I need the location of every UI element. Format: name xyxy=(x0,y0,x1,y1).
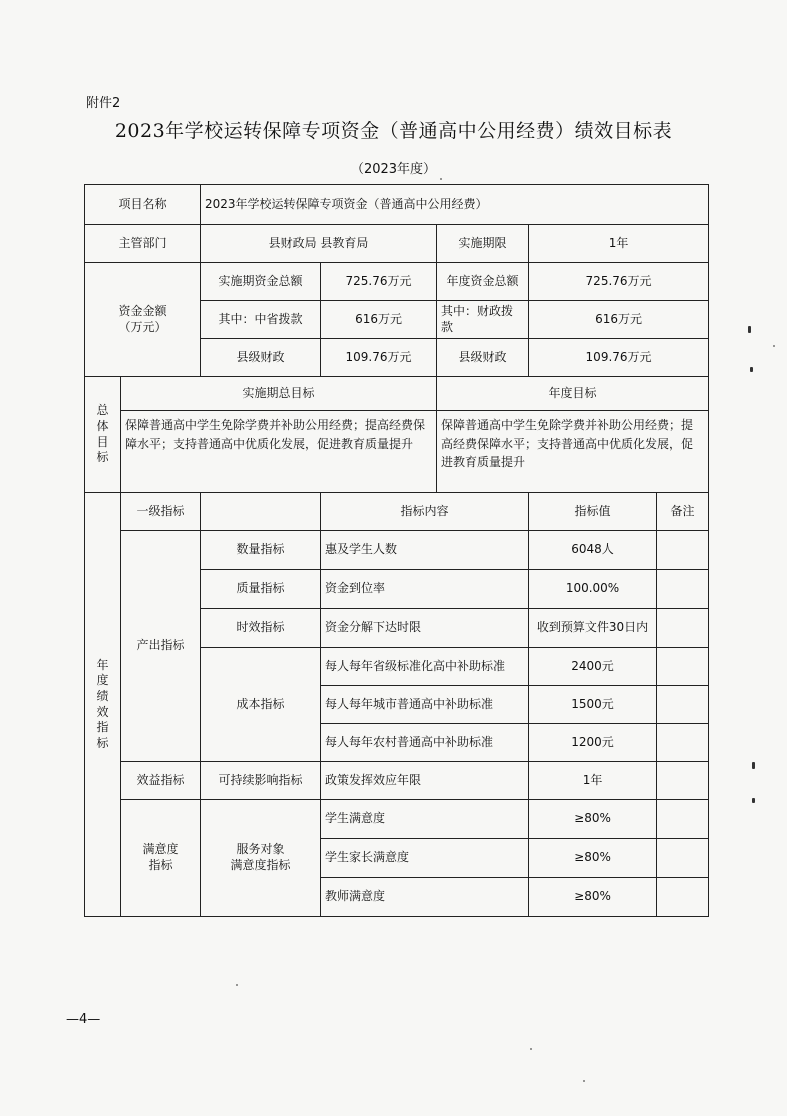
scan-speck xyxy=(752,762,755,769)
project-name-value: 2023年学校运转保障专项资金（普通高中公用经费） xyxy=(201,185,709,225)
document-year: （2023年度） xyxy=(350,162,437,177)
indicator-content: 学生家长满意度 xyxy=(321,839,529,878)
attachment-label: 附件2 xyxy=(86,96,121,111)
indicator-note xyxy=(657,800,709,839)
level1-header: 一级指标 xyxy=(121,493,201,531)
indicator-note xyxy=(657,609,709,648)
service-satisfaction-indicator: 服务对象 满意度指标 xyxy=(201,800,321,917)
page-number: —4— xyxy=(66,1012,101,1027)
scan-dot xyxy=(773,345,775,347)
satisfaction-indicator-label: 满意度 指标 xyxy=(121,800,201,917)
period-goal-text: 保障普通高中学生免除学费并补助公用经费；提高经费保障水平；支持普通高中优质化发展，促进教育质量提升 xyxy=(121,411,437,493)
indicator-value: ≥80% xyxy=(529,839,657,878)
value-header: 指标值 xyxy=(529,493,657,531)
scan-dot xyxy=(440,178,442,180)
content-header: 指标内容 xyxy=(321,493,529,531)
project-name-label: 项目名称 xyxy=(85,185,201,225)
period-label: 实施期限 xyxy=(437,225,529,263)
fiscal-label: 其中：财政拨款 xyxy=(437,301,529,339)
total-period-value: 725.76万元 xyxy=(321,263,437,301)
cost-indicator: 成本指标 xyxy=(201,648,321,762)
period-goal-header: 实施期总目标 xyxy=(121,377,437,411)
indicator-note xyxy=(657,724,709,762)
department-label: 主管部门 xyxy=(85,225,201,263)
annual-total-label: 年度资金总额 xyxy=(437,263,529,301)
level2-header xyxy=(201,493,321,531)
indicator-value: ≥80% xyxy=(529,878,657,917)
document-title: 2023年学校运转保障专项资金（普通高中公用经费）绩效目标表 xyxy=(114,120,673,142)
project-name-row xyxy=(85,185,709,225)
quality-indicator: 质量指标 xyxy=(201,570,321,609)
annual-goal-text: 保障普通高中学生免除学费并补助公用经费；提高经费保障水平；支持普通高中优质化发展，促进教育质量提升 xyxy=(437,411,709,493)
sustainability-indicator: 可持续影响指标 xyxy=(201,762,321,800)
table-row xyxy=(85,762,709,800)
annual-indicators-side-label: 年 度 绩 效 指 标 xyxy=(85,493,121,917)
indicator-value: ≥80% xyxy=(529,800,657,839)
provincial-label: 其中：中省拨款 xyxy=(201,301,321,339)
note-header: 备注 xyxy=(657,493,709,531)
indicator-note xyxy=(657,878,709,917)
indicator-content: 每人每年省级标准化高中补助标准 xyxy=(321,648,529,686)
annual-total-value: 725.76万元 xyxy=(529,263,709,301)
benefit-indicator-label: 效益指标 xyxy=(121,762,201,800)
indicator-content: 每人每年城市普通高中补助标准 xyxy=(321,686,529,724)
annual-goal-header: 年度目标 xyxy=(437,377,709,411)
total-period-label: 实施期资金总额 xyxy=(201,263,321,301)
indicator-content: 资金分解下达时限 xyxy=(321,609,529,648)
period-value: 1年 xyxy=(529,225,709,263)
indicators-header-row xyxy=(85,493,709,531)
goals-text-row xyxy=(85,411,709,493)
indicator-value: 1500元 xyxy=(529,686,657,724)
indicator-note xyxy=(657,762,709,800)
fiscal-value: 616万元 xyxy=(529,301,709,339)
funds-label-line1: 资金金额 xyxy=(118,303,167,318)
county-label: 县级财政 xyxy=(201,339,321,377)
scan-dot xyxy=(583,1080,585,1082)
indicator-content: 教师满意度 xyxy=(321,878,529,917)
quantity-indicator: 数量指标 xyxy=(201,531,321,570)
scan-speck xyxy=(748,326,751,333)
county-value-2: 109.76万元 xyxy=(529,339,709,377)
indicator-content: 惠及学生人数 xyxy=(321,531,529,570)
funds-label-line2: （万元） xyxy=(118,319,167,334)
funds-label xyxy=(85,263,201,377)
indicator-value: 1年 xyxy=(529,762,657,800)
department-row xyxy=(85,225,709,263)
indicator-value: 2400元 xyxy=(529,648,657,686)
indicator-value: 100.00% xyxy=(529,570,657,609)
department-value: 县财政局 县教育局 xyxy=(201,225,437,263)
scan-speck xyxy=(752,798,755,803)
table-row xyxy=(85,800,709,839)
indicator-note xyxy=(657,648,709,686)
goals-header-row xyxy=(85,377,709,411)
county-value: 109.76万元 xyxy=(321,339,437,377)
indicator-value: 6048人 xyxy=(529,531,657,570)
indicator-value: 1200元 xyxy=(529,724,657,762)
indicator-content: 资金到位率 xyxy=(321,570,529,609)
funds-total-row xyxy=(85,263,709,301)
indicator-value: 收到预算文件30日内 xyxy=(529,609,657,648)
overall-goals-side-label: 总 体 目 标 xyxy=(85,377,121,493)
performance-target-table xyxy=(84,184,709,917)
scan-speck xyxy=(750,367,753,372)
scan-dot xyxy=(530,1048,532,1050)
timeliness-indicator: 时效指标 xyxy=(201,609,321,648)
indicator-content: 每人每年农村普通高中补助标准 xyxy=(321,724,529,762)
indicator-note xyxy=(657,531,709,570)
indicator-content: 政策发挥效应年限 xyxy=(321,762,529,800)
indicator-content: 学生满意度 xyxy=(321,800,529,839)
indicator-note xyxy=(657,570,709,609)
scan-dot xyxy=(236,984,238,986)
output-indicator-label: 产出指标 xyxy=(121,531,201,762)
county-label-2: 县级财政 xyxy=(437,339,529,377)
table-row xyxy=(85,531,709,570)
indicator-note xyxy=(657,839,709,878)
provincial-value: 616万元 xyxy=(321,301,437,339)
indicator-note xyxy=(657,686,709,724)
